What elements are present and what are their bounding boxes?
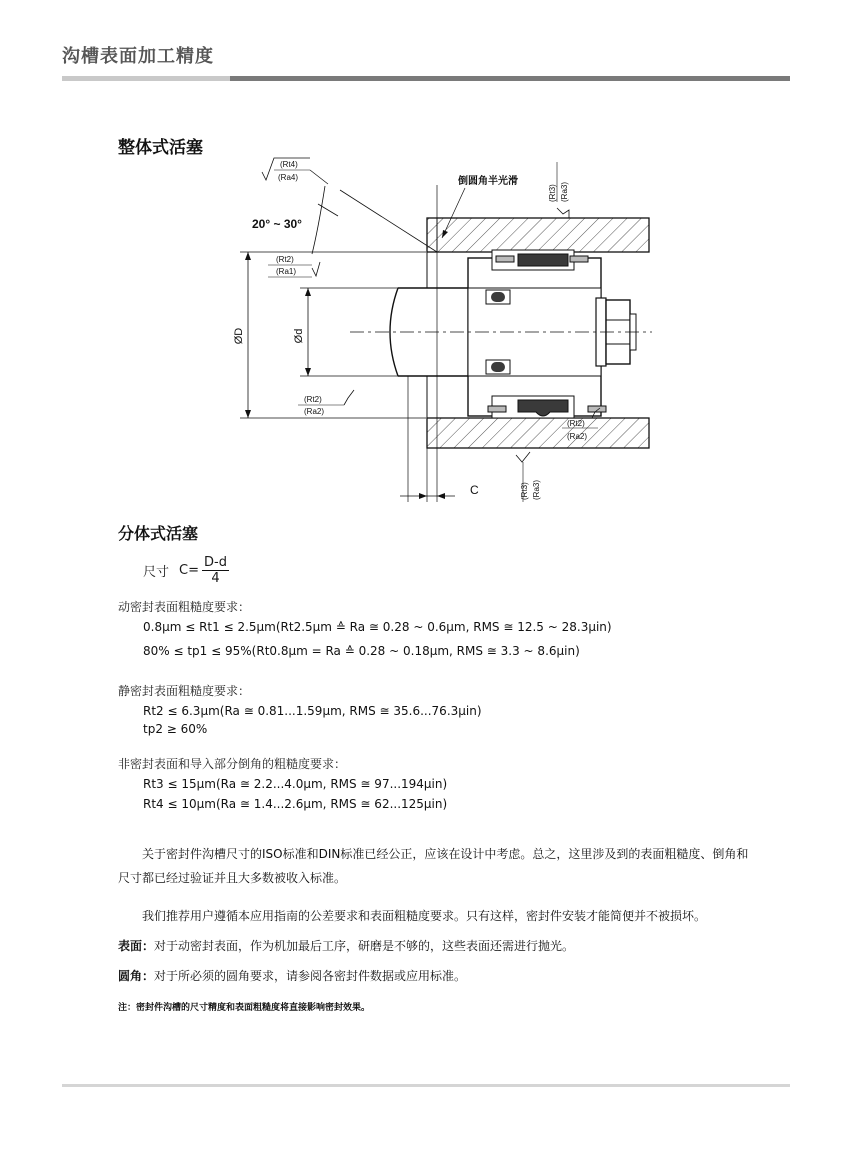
header-rule-dark [230, 76, 790, 81]
angle-arc [312, 186, 325, 254]
angle-label: 20° ~ 30° [252, 217, 302, 231]
non-seal-title: 非密封表面和导入部分倒角的粗糙度要求： [118, 757, 347, 771]
paragraph-surface [118, 934, 574, 958]
svg-text:(Rt2): (Rt2) [567, 419, 585, 428]
cylinder-wall-bottom [427, 418, 649, 448]
svg-text:(Ra2): (Ra2) [304, 407, 325, 416]
upper-seal [518, 254, 568, 266]
section-title-integral-piston: 整体式活塞 [118, 138, 203, 158]
diameter-D-label: ØD [233, 327, 245, 345]
static-seal-title: 静密封表面粗糙度要求： [118, 684, 251, 698]
svg-text:(Ra1): (Ra1) [276, 267, 297, 276]
svg-text:(Ra3): (Ra3) [560, 181, 569, 202]
paragraph-fillet [118, 964, 466, 988]
formula-denominator: 4 [211, 571, 220, 586]
dynamic-seal-title: 动密封表面粗糙度要求： [118, 600, 251, 614]
dynamic-seal-line-1: 0.8μm ≤ Rt1 ≤ 2.5μm(Rt2.5μm ≙ Ra ≅ 0.28 ~ 0.6μm, RMS ≅ 12.5 ~ 28.3μin) [143, 620, 612, 634]
formula-fraction [202, 555, 229, 586]
dynamic-seal-line-2: 80% ≤ tp1 ≤ 95%(Rt0.8μm = Ra ≙ 0.28 ~ 0.18μm, RMS ≅ 3.3 ~ 8.6μin) [143, 644, 580, 658]
static-seal-line-2: tp2 ≥ 60% [143, 722, 208, 736]
svg-text:(Rt3): (Rt3) [548, 184, 557, 202]
cylinder-wall-top [427, 218, 649, 252]
formula-lhs: C= [179, 563, 199, 578]
svg-text:(Rt3): (Rt3) [520, 482, 529, 500]
chamfer-C-label: C [470, 483, 479, 497]
diameter-d-label: Ød [293, 328, 305, 344]
formula-numerator: D-d [204, 555, 227, 570]
svg-text:(Ra4): (Ra4) [278, 173, 299, 182]
section-title-split-piston: 分体式活塞 [118, 524, 199, 543]
fillet-text: 对于所必须的圆角要求，请参阅各密封件数据或应用标准。 [154, 969, 467, 983]
non-seal-line-1: Rt3 ≤ 15μm(Ra ≅ 2.2...4.0μm, RMS ≅ 97...194μin) [143, 777, 448, 791]
groove-diagram [200, 150, 660, 510]
formula-label: 尺寸 [143, 565, 170, 580]
static-seal-line-1: Rt2 ≤ 6.3μm(Ra ≅ 0.81...1.59μm, RMS ≅ 35.6...76.3μin) [143, 704, 482, 718]
paragraph-standards: 关于密封件沟槽尺寸的ISO标准和DIN标准已经公正，应该在设计中考虑。总之，这里涉及到的表面粗糙度、倒角和尺寸都已经过验证并且大多数被收入标准。 [118, 847, 749, 885]
non-seal-line-2: Rt4 ≤ 10μm(Ra ≅ 1.4...2.6μm, RMS ≅ 62...125μin) [143, 797, 448, 811]
surface-label: 表面： [118, 939, 155, 953]
svg-text:(Ra3): (Ra3) [532, 479, 541, 500]
chamfer-note: 倒圆角半光滑 [458, 176, 518, 187]
footnote: 注：密封件沟槽的尺寸精度和表面粗糙度将直接影响密封效果。 [118, 1003, 371, 1013]
svg-text:(Rt2): (Rt2) [304, 395, 322, 404]
footer-rule [62, 1084, 790, 1087]
chamfer-formula [143, 555, 229, 586]
svg-text:(Ra2): (Ra2) [567, 432, 588, 441]
svg-text:(Rt4): (Rt4) [280, 160, 298, 169]
page-header-title: 沟槽表面加工精度 [62, 46, 214, 67]
fillet-label: 圆角： [118, 969, 155, 983]
svg-text:(Rt2): (Rt2) [276, 255, 294, 264]
header-rule-light [62, 76, 230, 81]
paragraph-recommendation: 我们推荐用户遵循本应用指南的公差要求和表面粗糙度要求。只有这样，密封件安装才能简便并不被损坏。 [142, 909, 707, 923]
surface-text: 对于动密封表面，作为机加最后工序，研磨是不够的，这些表面还需进行抛光。 [154, 939, 575, 953]
